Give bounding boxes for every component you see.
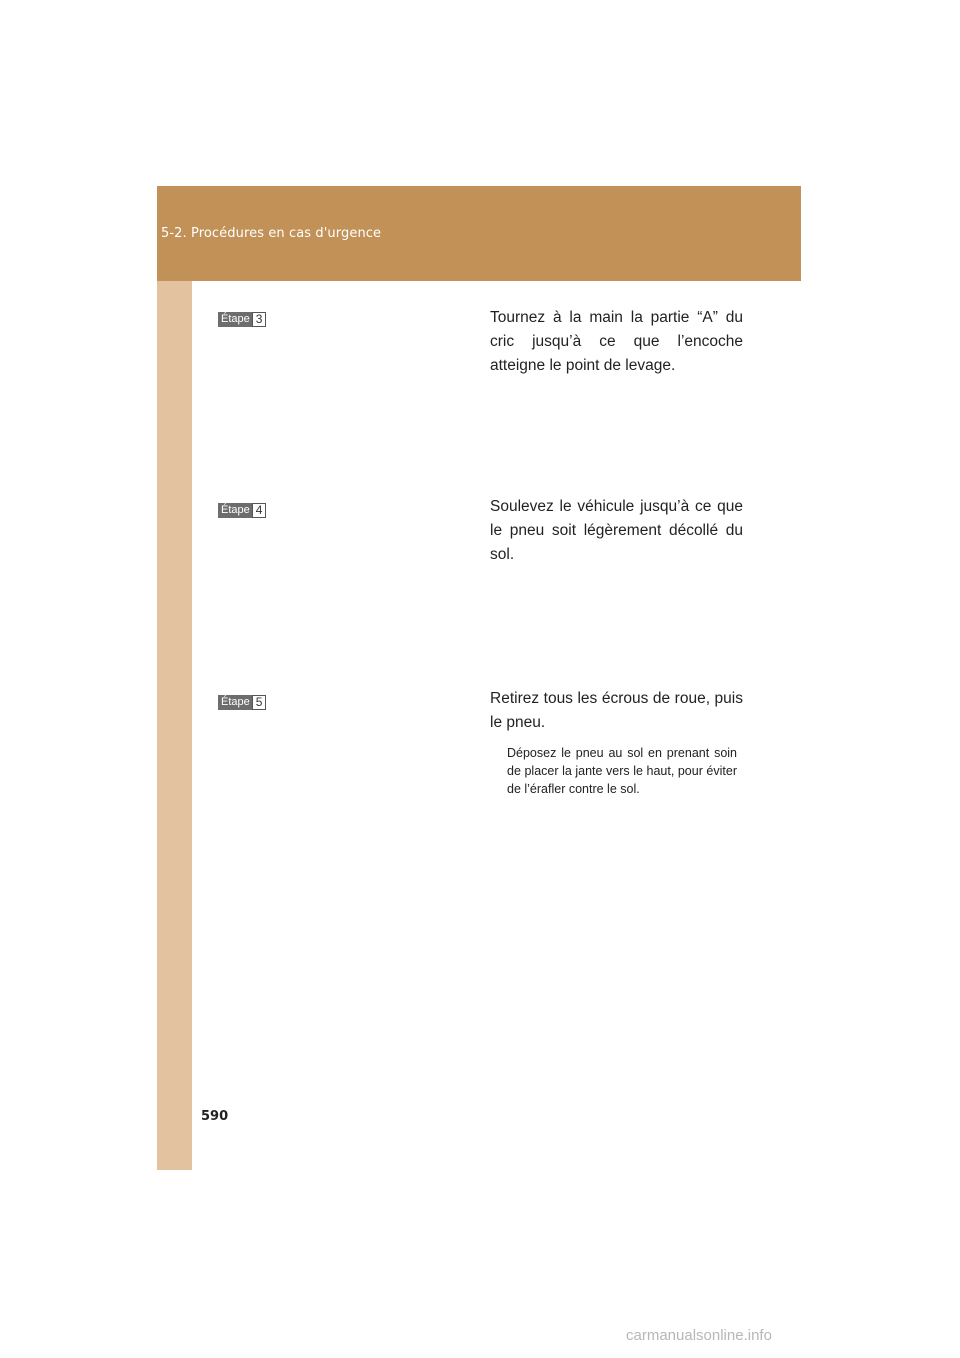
watermark: carmanualsonline.info bbox=[626, 1327, 772, 1344]
manual-page bbox=[157, 186, 801, 1170]
step-number: 3 bbox=[252, 312, 267, 327]
step-3-label bbox=[218, 312, 266, 327]
step-5-note: Déposez le pneu au sol en prenant soin de placer la jante vers le haut, pour éviter de l’érafler contre le sol. bbox=[507, 746, 737, 796]
step-number: 5 bbox=[252, 695, 267, 710]
step-word: Étape bbox=[218, 503, 252, 518]
step-5-label bbox=[218, 695, 266, 710]
step-4-label bbox=[218, 503, 266, 518]
section-title: 5-2. Procédures en cas d'urgence bbox=[161, 226, 382, 241]
side-strip bbox=[157, 281, 192, 1170]
step-word: Étape bbox=[218, 312, 252, 327]
page-number: 590 bbox=[201, 1109, 229, 1124]
step-word: Étape bbox=[218, 695, 252, 710]
step-5-text: Retirez tous les écrous de roue, puis le pneu. bbox=[490, 690, 743, 731]
header-bar bbox=[157, 186, 801, 281]
step-3-text: Tournez à la main la partie “A” du cric jusqu’à ce que l’encoche atteigne le point de levage. bbox=[490, 309, 743, 374]
step-number: 4 bbox=[252, 503, 267, 518]
step-4-text: Soulevez le véhicule jusqu’à ce que le pneu soit légèrement décollé du sol. bbox=[490, 498, 743, 563]
